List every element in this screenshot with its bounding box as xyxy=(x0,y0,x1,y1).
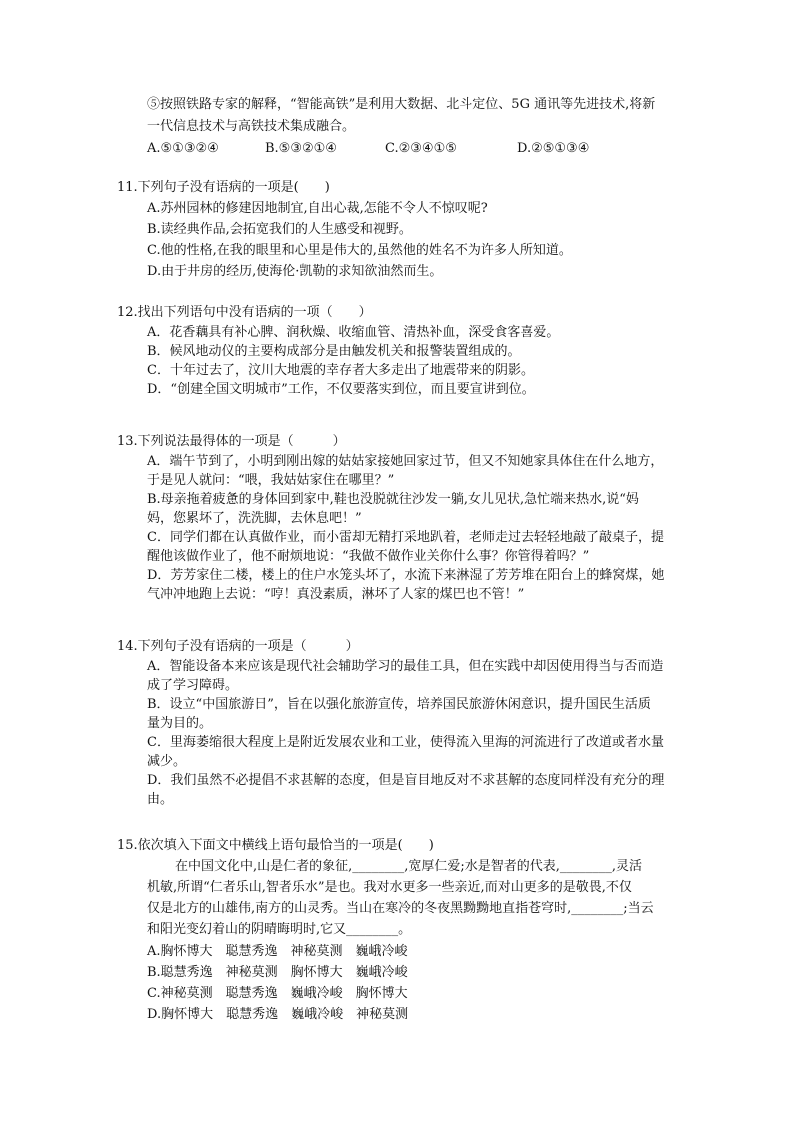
q11-option-b: B.读经典作品,会拓宽我们的人生感受和视野。 xyxy=(147,222,412,237)
q14-line-6: 减少。 xyxy=(147,754,187,769)
choice-c: C.②③④①⑤ xyxy=(385,141,457,156)
q14-line-3: B．设立“中国旅游日”，旨在以强化旅游宣传，培养国民旅游休闲意识，提升国民生活质 xyxy=(147,697,651,712)
q13-line-2: 于是见人就问：“喂，我姑姑家住在哪里？” xyxy=(147,473,395,488)
q13-line-6: 醒他该做作业了，他不耐烦地说：“我做不做作业关你什么事？你管得着吗？” xyxy=(147,549,590,564)
q11-option-c: C.他的性格,在我的眼里和心里是伟大的,虽然他的姓名不为许多人所知道。 xyxy=(147,243,572,258)
choice-a: A.⑤①③②④ xyxy=(147,141,219,156)
q13-line-4: 妈，您累坏了，洗洗脚，去休息吧！” xyxy=(147,511,362,526)
q15-passage-line-4: 和阳光变幻着山的阴晴晦明时,它又________。 xyxy=(147,922,412,937)
q13-line-8: 气冲冲地跑上去说：“哼！真没素质，淋坏了人家的煤巴也不管！” xyxy=(147,587,525,602)
q14-line-8: 由。 xyxy=(147,792,174,807)
q13-line-5: C．同学们都在认真做作业，而小雷却无精打采地趴着，老师走过去轻轻地敲了敲桌子，提 xyxy=(147,530,664,545)
q13-line-1: A．端午节到了，小明到刚出嫁的姑姑家接她回家过节，但又不知她家具体住在什么地方， xyxy=(147,454,664,469)
q12-option-a: A．花香藕具有补心脾、润秋燥、收缩血管、清热补血，深受食客喜爱。 xyxy=(147,325,560,340)
q15-option-c: C.神秘莫测 聪慧秀逸 巍峨冷峻 胸怀博大 xyxy=(147,986,408,1001)
q12-option-c: C．十年过去了，汶川大地震的幸存者大多走出了地震带来的阴影。 xyxy=(147,363,534,378)
q14-line-2: 成了学习障碍。 xyxy=(147,678,239,693)
q14-stem: 14.下列句子没有语病的一项是（ ） xyxy=(117,639,359,654)
q15-option-d: D.胸怀博大 聪慧秀逸 巍峨冷峻 神秘莫测 xyxy=(147,1007,409,1022)
choice-d: D.②⑤①③④ xyxy=(517,141,590,156)
q14-line-4: 量为目的。 xyxy=(147,716,213,731)
q11-option-a: A.苏州园林的修建因地制宜,自出心裁,怎能不令人不惊叹呢? xyxy=(147,201,488,216)
intro-line-2: 一代信息技术与高铁技术集成融合。 xyxy=(147,119,356,134)
intro-line-1: ⑤按照铁路专家的解释，“智能高铁”是利用大数据、北斗定位、5G 通讯等先进技术,将新 xyxy=(147,97,656,112)
q11-option-d: D.由于井房的经历,使海伦·凯勒的求知欲油然而生。 xyxy=(147,264,443,279)
q14-line-7: D．我们虽然不必提倡不求甚解的态度，但是盲目地反对不求甚解的态度同样没有充分的理 xyxy=(147,773,665,788)
choice-b: B.⑤③②①④ xyxy=(265,141,337,156)
q15-passage-line-1: 在中国文化中,山是仁者的象征,________,宽厚仁爱;水是智者的代表,________,灵活 xyxy=(175,859,643,874)
q13-stem: 13.下列说法最得体的一项是（ ） xyxy=(117,434,346,449)
q14-line-1: A．智能设备本来应该是现代社会辅助学习的最佳工具，但在实践中却因使用得当与否而造 xyxy=(147,659,664,674)
q14-line-5: C．里海萎缩很大程度上是附近发展农业和工业，使得流入里海的河流进行了改道或者水量 xyxy=(147,735,664,750)
q15-option-a: A.胸怀博大 聪慧秀逸 神秘莫测 巍峨冷峻 xyxy=(147,944,408,959)
q15-passage-line-2: 机敏,所谓“仁者乐山,智者乐水”是也。我对水更多一些亲近,而对山更多的是敬畏,不仅 xyxy=(147,880,632,895)
q13-line-7: D．芳芳家住二楼，楼上的住户水笼头坏了，水流下来淋湿了芳芳堆在阳台上的蜂窝煤，她 xyxy=(147,568,665,583)
q15-stem: 15.依次填入下面文中横线上语句最恰当的一项是( ) xyxy=(117,838,434,853)
q13-line-3: B.母亲拖着疲惫的身体回到家中,鞋也没脱就往沙发一躺,女儿见状,急忙端来热水,说“妈 xyxy=(147,492,639,507)
q15-option-b: B.聪慧秀逸 神秘莫测 胸怀博大 巍峨冷峻 xyxy=(147,965,408,980)
q11-stem: 11.下列句子没有语病的一项是( ) xyxy=(117,180,330,195)
q12-stem: 12.找出下列语句中没有语病的一项（ ） xyxy=(117,305,372,320)
q12-option-b: B．候风地动仪的主要构成部分是由触发机关和报警装置组成的。 xyxy=(147,344,521,359)
q15-passage-line-3: 仅是北方的山雄伟,南方的山灵秀。当山在寒冷的冬夜黑黝黝地直指苍穹时,________;当云 xyxy=(147,901,654,916)
q12-option-d: D．“创建全国文明城市”工作，不仅要落实到位，而且要宣讲到位。 xyxy=(147,382,535,397)
